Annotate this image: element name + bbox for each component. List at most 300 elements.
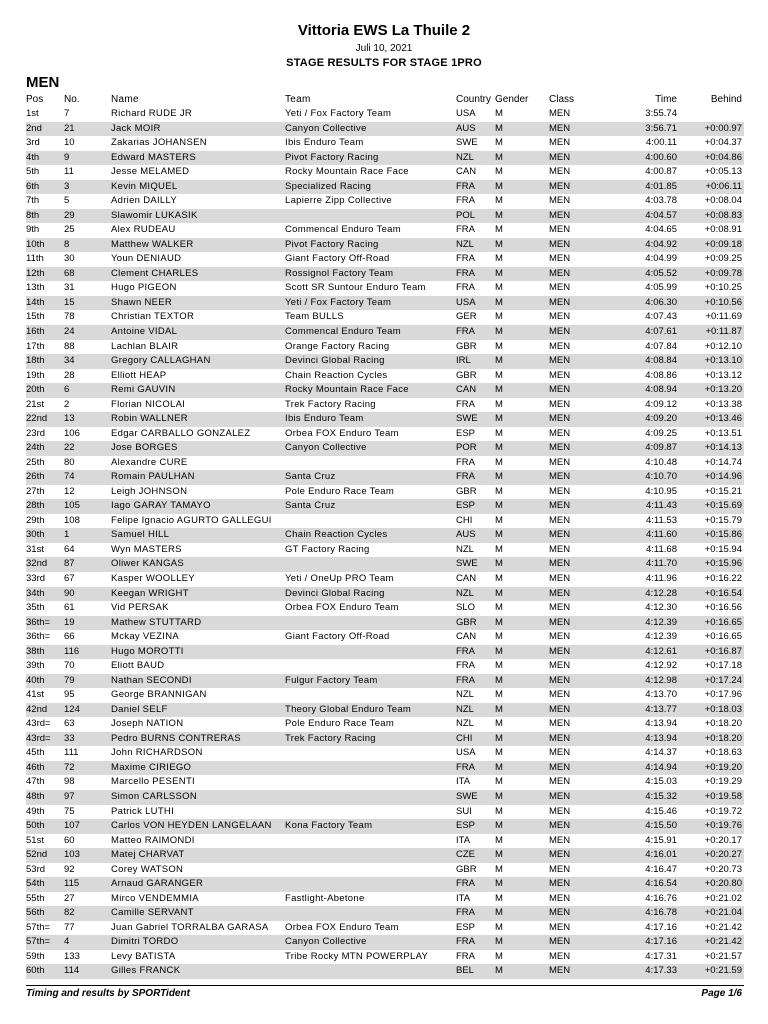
cell-time: 4:09.25 xyxy=(645,427,677,439)
cell-pos: 43rd= xyxy=(26,732,51,744)
cell-country: NZL xyxy=(456,689,474,701)
cell-gender: M xyxy=(495,137,503,149)
cell-gender: M xyxy=(495,790,503,802)
cell-time: 4:11.43 xyxy=(646,500,677,512)
cell-name: Carlos VON HEYDEN LANGELAAN xyxy=(111,820,272,832)
cell-pos: 12th xyxy=(26,267,45,279)
cell-behind: +0:14.13 xyxy=(704,442,742,454)
table-row xyxy=(26,427,744,442)
cell-no: 70 xyxy=(64,660,75,672)
cell-name: Jose BORGES xyxy=(111,442,178,454)
cell-name: Christian TEXTOR xyxy=(111,311,195,323)
cell-country: ITA xyxy=(456,776,471,788)
cell-no: 13 xyxy=(64,413,75,425)
cell-time: 4:12.30 xyxy=(645,602,677,614)
cell-behind: +0:13.51 xyxy=(704,427,742,439)
cell-time: 4:15.46 xyxy=(645,805,677,817)
cell-gender: M xyxy=(495,936,503,948)
column-header-class: Class xyxy=(549,94,575,105)
table-row xyxy=(26,732,744,747)
cell-time: 4:14.37 xyxy=(645,747,677,759)
cell-team: Team BULLS xyxy=(285,311,344,323)
table-header xyxy=(26,93,744,106)
cell-name: Hugo MOROTTI xyxy=(111,645,184,657)
table-row xyxy=(26,456,744,471)
footer-divider xyxy=(26,985,744,986)
cell-class: MEN xyxy=(549,573,571,584)
cell-pos: 32nd xyxy=(26,558,48,570)
cell-team: Devinci Global Racing xyxy=(285,355,385,367)
cell-country: ESP xyxy=(456,921,476,933)
cell-pos: 51st xyxy=(26,834,44,846)
table-row xyxy=(26,601,744,616)
cell-pos: 50th xyxy=(26,820,45,832)
cell-behind: +0:21.59 xyxy=(704,965,742,977)
cell-time: 4:07.43 xyxy=(645,311,677,323)
cell-name: Matthew WALKER xyxy=(111,238,194,250)
cell-name: Iago GARAY TAMAYO xyxy=(111,500,211,512)
cell-class: MEN xyxy=(549,151,571,163)
cell-time: 4:08.94 xyxy=(645,384,677,396)
cell-name: Mathew STUTTARD xyxy=(111,616,202,628)
cell-time: 4:13.77 xyxy=(645,703,677,715)
cell-team: Trek Factory Racing xyxy=(285,732,376,744)
table-row xyxy=(26,485,744,500)
cell-class: MEN xyxy=(549,761,571,773)
cell-gender: M xyxy=(495,703,503,715)
cell-time: 4:05.99 xyxy=(645,282,677,294)
cell-name: Gilles FRANCK xyxy=(111,965,181,977)
cell-team: Santa Cruz xyxy=(285,500,336,512)
cell-gender: M xyxy=(495,180,503,192)
cell-class: MEN xyxy=(549,311,571,323)
cell-team: Scott SR Suntour Enduro Team xyxy=(285,282,426,294)
cell-behind: +0:18.20 xyxy=(704,732,742,744)
column-header-no: No. xyxy=(64,94,80,105)
cell-class: MEN xyxy=(549,122,571,134)
cell-pos: 52nd xyxy=(26,849,48,861)
cell-behind: +0:19.29 xyxy=(704,776,742,788)
cell-name: Corey WATSON xyxy=(111,863,184,875)
cell-country: SWE xyxy=(456,137,478,149)
cell-no: 15 xyxy=(64,296,75,308)
cell-behind: +0:16.22 xyxy=(704,573,742,584)
cell-class: MEN xyxy=(549,674,571,686)
cell-time: 4:01.85 xyxy=(645,180,677,192)
cell-gender: M xyxy=(495,238,503,250)
cell-gender: M xyxy=(495,224,503,236)
cell-gender: M xyxy=(495,820,503,832)
table-row xyxy=(26,194,744,209)
cell-no: 79 xyxy=(64,674,75,686)
cell-name: George BRANNIGAN xyxy=(111,689,207,701)
cell-no: 30 xyxy=(64,253,75,265)
cell-pos: 5th xyxy=(26,166,40,178)
cell-pos: 15th xyxy=(26,311,45,323)
table-row xyxy=(26,107,744,122)
cell-class: MEN xyxy=(549,703,571,715)
column-header-time: Time xyxy=(655,94,677,105)
cell-class: MEN xyxy=(549,965,571,977)
cell-pos: 55th xyxy=(26,892,45,904)
cell-pos: 34th xyxy=(26,587,45,599)
cell-behind: +0:21.02 xyxy=(704,892,742,904)
cell-class: MEN xyxy=(549,180,571,192)
table-row xyxy=(26,819,744,834)
cell-pos: 33rd xyxy=(26,573,46,584)
cell-time: 4:17.31 xyxy=(645,950,677,962)
cell-country: CAN xyxy=(456,166,477,178)
cell-class: MEN xyxy=(549,355,571,367)
cell-class: MEN xyxy=(549,442,571,454)
table-row xyxy=(26,209,744,224)
cell-gender: M xyxy=(495,849,503,861)
cell-team: GT Factory Racing xyxy=(285,543,370,555)
cell-name: Shawn NEER xyxy=(111,296,173,308)
table-row xyxy=(26,935,744,950)
cell-no: 64 xyxy=(64,543,75,555)
cell-country: ESP xyxy=(456,500,476,512)
cell-behind: +0:10.25 xyxy=(704,282,742,294)
cell-time: 4:10.95 xyxy=(645,485,677,497)
table-row xyxy=(26,122,744,137)
cell-no: 72 xyxy=(64,761,75,773)
cell-class: MEN xyxy=(549,398,571,410)
cell-gender: M xyxy=(495,456,503,468)
cell-no: 34 xyxy=(64,355,75,367)
cell-pos: 27th xyxy=(26,485,45,497)
section-heading: MEN xyxy=(26,74,60,91)
cell-country: GBR xyxy=(456,340,477,352)
cell-time: 4:00.87 xyxy=(645,166,677,178)
cell-no: 82 xyxy=(64,907,75,919)
cell-name: Clement CHARLES xyxy=(111,267,199,279)
cell-country: CAN xyxy=(456,631,477,643)
cell-country: USA xyxy=(456,747,476,759)
cell-name: Samuel HILL xyxy=(111,529,170,541)
cell-no: 90 xyxy=(64,587,75,599)
cell-time: 4:04.99 xyxy=(645,253,677,265)
cell-pos: 8th xyxy=(26,209,40,221)
cell-name: Matteo RAIMONDI xyxy=(111,834,195,846)
cell-team: Orbea FOX Enduro Team xyxy=(285,602,399,614)
cell-no: 6 xyxy=(64,384,70,396)
cell-no: 107 xyxy=(64,820,80,832)
cell-no: 105 xyxy=(64,500,80,512)
cell-pos: 36th= xyxy=(26,616,51,628)
table-row xyxy=(26,165,744,180)
cell-country: AUS xyxy=(456,122,476,134)
cell-team: Ibis Enduro Team xyxy=(285,413,364,425)
cell-class: MEN xyxy=(549,166,571,178)
cell-behind: +0:15.96 xyxy=(704,558,742,570)
cell-gender: M xyxy=(495,602,503,614)
cell-behind: +0:15.69 xyxy=(704,500,742,512)
cell-name: Jesse MELAMED xyxy=(111,166,190,178)
cell-gender: M xyxy=(495,878,503,890)
cell-behind: +0:20.27 xyxy=(704,849,742,861)
cell-pos: 39th xyxy=(26,660,45,672)
cell-time: 4:12.39 xyxy=(645,631,677,643)
table-row xyxy=(26,543,744,558)
cell-behind: +0:09.25 xyxy=(704,253,742,265)
cell-behind: +0:18.20 xyxy=(704,718,742,730)
cell-team: Pole Enduro Race Team xyxy=(285,485,395,497)
cell-name: Gregory CALLAGHAN xyxy=(111,355,211,367)
column-header-country: Country xyxy=(456,94,492,105)
cell-name: Florian NICOLAI xyxy=(111,398,186,410)
cell-class: MEN xyxy=(549,543,571,555)
cell-no: 111 xyxy=(64,747,79,759)
column-header-gender: Gender xyxy=(495,94,529,105)
cell-gender: M xyxy=(495,413,503,425)
cell-pos: 59th xyxy=(26,950,45,962)
cell-gender: M xyxy=(495,834,503,846)
cell-no: 31 xyxy=(64,282,75,294)
cell-class: MEN xyxy=(549,296,571,308)
cell-behind: +0:21.04 xyxy=(704,907,742,919)
cell-team: Yeti / OneUp PRO Team xyxy=(285,573,394,584)
cell-no: 124 xyxy=(64,703,80,715)
table-row xyxy=(26,703,744,718)
cell-time: 4:00.60 xyxy=(645,151,677,163)
cell-team: Santa Cruz xyxy=(285,471,336,483)
cell-team: Chain Reaction Cycles xyxy=(285,369,388,381)
cell-name: Mckay VEZINA xyxy=(111,631,179,643)
cell-behind: +0:04.86 xyxy=(704,151,742,163)
cell-name: Youn DENIAUD xyxy=(111,253,182,265)
document-subtitle: STAGE RESULTS FOR STAGE 1PRO xyxy=(286,57,482,69)
cell-behind: +0:21.57 xyxy=(704,950,742,962)
cell-pos: 54th xyxy=(26,878,45,890)
cell-gender: M xyxy=(495,718,503,730)
cell-no: 28 xyxy=(64,369,75,381)
cell-behind: +0:21.42 xyxy=(704,921,742,933)
cell-team: Rossignol Factory Team xyxy=(285,267,394,279)
cell-class: MEN xyxy=(549,645,571,657)
cell-time: 4:17.16 xyxy=(645,921,677,933)
cell-country: FRA xyxy=(456,471,475,483)
cell-class: MEN xyxy=(549,849,571,861)
cell-country: SLO xyxy=(456,602,476,614)
cell-name: Antoine VIDAL xyxy=(111,325,178,337)
cell-behind: +0:13.46 xyxy=(704,413,742,425)
table-row xyxy=(26,252,744,267)
cell-time: 4:09.20 xyxy=(645,413,677,425)
cell-pos: 31st xyxy=(26,543,44,555)
cell-team: Giant Factory Off-Road xyxy=(285,631,390,643)
cell-time: 4:16.76 xyxy=(645,892,677,904)
cell-behind: +0:19.72 xyxy=(704,805,742,817)
cell-time: 4:13.70 xyxy=(645,689,677,701)
cell-pos: 43rd= xyxy=(26,718,51,730)
cell-no: 9 xyxy=(64,151,70,163)
cell-name: Leigh JOHNSON xyxy=(111,485,188,497)
cell-time: 4:11.96 xyxy=(646,573,677,584)
table-row xyxy=(26,659,744,674)
cell-pos: 60th xyxy=(26,965,45,977)
cell-pos: 14th xyxy=(26,296,45,308)
cell-class: MEN xyxy=(549,267,571,279)
cell-country: FRA xyxy=(456,325,475,337)
cell-behind: +0:15.21 xyxy=(704,485,742,497)
cell-name: Slawomir LUKASIK xyxy=(111,209,198,221)
cell-behind: +0:19.58 xyxy=(704,790,742,802)
cell-country: ESP xyxy=(456,427,476,439)
table-row xyxy=(26,412,744,427)
cell-behind: +0:16.65 xyxy=(704,631,742,643)
cell-time: 4:11.53 xyxy=(646,514,677,526)
cell-gender: M xyxy=(495,514,503,526)
cell-name: Alexandre CURE xyxy=(111,456,188,468)
cell-class: MEN xyxy=(549,689,571,701)
cell-time: 4:12.28 xyxy=(645,587,677,599)
cell-gender: M xyxy=(495,761,503,773)
cell-gender: M xyxy=(495,631,503,643)
cell-name: Elliott HEAP xyxy=(111,369,167,381)
cell-name: Mirco VENDEMMIA xyxy=(111,892,199,904)
cell-name: Eliott BAUD xyxy=(111,660,165,672)
cell-time: 4:11.70 xyxy=(646,558,677,570)
cell-class: MEN xyxy=(549,108,571,119)
cell-class: MEN xyxy=(549,253,571,265)
cell-gender: M xyxy=(495,166,503,178)
cell-time: 4:07.61 xyxy=(645,325,677,337)
cell-pos: 29th xyxy=(26,514,45,526)
cell-country: NZL xyxy=(456,151,474,163)
cell-behind: +0:09.78 xyxy=(704,267,742,279)
cell-country: FRA xyxy=(456,936,475,948)
cell-team: Tribe Rocky MTN POWERPLAY xyxy=(285,950,429,962)
cell-class: MEN xyxy=(549,413,571,425)
cell-team: Commencal Enduro Team xyxy=(285,325,401,337)
cell-no: 133 xyxy=(64,950,80,962)
cell-gender: M xyxy=(495,311,503,323)
table-row xyxy=(26,775,744,790)
table-row xyxy=(26,761,744,776)
cell-team: Fulgur Factory Team xyxy=(285,674,378,686)
cell-name: Camille SERVANT xyxy=(111,907,194,919)
cell-no: 29 xyxy=(64,209,75,221)
cell-time: 4:17.16 xyxy=(645,936,677,948)
table-row xyxy=(26,906,744,921)
cell-behind: +0:20.17 xyxy=(704,834,742,846)
cell-gender: M xyxy=(495,485,503,497)
cell-gender: M xyxy=(495,660,503,672)
table-row xyxy=(26,514,744,529)
cell-no: 10 xyxy=(64,137,75,149)
cell-no: 61 xyxy=(64,602,75,614)
table-row xyxy=(26,557,744,572)
cell-no: 87 xyxy=(64,558,75,570)
cell-name: Robin WALLNER xyxy=(111,413,188,425)
cell-pos: 40th xyxy=(26,674,45,686)
cell-no: 88 xyxy=(64,340,75,352)
cell-gender: M xyxy=(495,209,503,221)
cell-name: Patrick LUTHI xyxy=(111,805,175,817)
cell-no: 66 xyxy=(64,631,75,643)
cell-behind: +0:20.73 xyxy=(704,863,742,875)
table-row xyxy=(26,950,744,965)
cell-behind: +0:04.37 xyxy=(704,137,742,149)
cell-time: 4:12.92 xyxy=(645,660,677,672)
table-row xyxy=(26,863,744,878)
cell-class: MEN xyxy=(549,514,571,526)
cell-class: MEN xyxy=(549,907,571,919)
document-title: Vittoria EWS La Thuile 2 xyxy=(297,22,471,39)
cell-country: FRA xyxy=(456,456,475,468)
cell-name: Edward MASTERS xyxy=(111,151,196,163)
table-row xyxy=(26,587,744,602)
cell-pos: 17th xyxy=(26,340,45,352)
cell-team: Canyon Collective xyxy=(285,442,367,454)
cell-team: Chain Reaction Cycles xyxy=(285,529,388,541)
cell-no: 7 xyxy=(64,108,70,119)
cell-name: Adrien DAILLY xyxy=(111,195,178,207)
cell-pos: 4th xyxy=(26,151,40,163)
cell-behind: +0:16.87 xyxy=(704,645,742,657)
cell-behind: +0:17.18 xyxy=(704,660,742,672)
table-row xyxy=(26,528,744,543)
cell-gender: M xyxy=(495,921,503,933)
cell-class: MEN xyxy=(549,863,571,875)
cell-country: NZL xyxy=(456,587,474,599)
cell-time: 4:13.94 xyxy=(645,732,677,744)
cell-behind: +0:11.87 xyxy=(705,325,742,337)
cell-gender: M xyxy=(495,558,503,570)
cell-gender: M xyxy=(495,674,503,686)
table-row xyxy=(26,180,744,195)
cell-name: Hugo PIGEON xyxy=(111,282,177,294)
cell-class: MEN xyxy=(549,471,571,483)
cell-gender: M xyxy=(495,384,503,396)
cell-country: FRA xyxy=(456,645,475,657)
table-row xyxy=(26,674,744,689)
cell-name: Keegan WRIGHT xyxy=(111,587,189,599)
cell-team: Pivot Factory Racing xyxy=(285,238,379,250)
cell-country: ESP xyxy=(456,820,476,832)
cell-pos: 41st xyxy=(26,689,44,701)
cell-no: 106 xyxy=(64,427,80,439)
cell-country: FRA xyxy=(456,253,475,265)
cell-gender: M xyxy=(495,355,503,367)
cell-no: 1 xyxy=(64,529,70,541)
cell-country: GBR xyxy=(456,616,477,628)
cell-time: 4:12.61 xyxy=(645,645,677,657)
cell-behind: +0:13.10 xyxy=(704,355,742,367)
cell-behind: +0:08.91 xyxy=(704,224,742,236)
cell-team: Commencal Enduro Team xyxy=(285,224,401,236)
cell-no: 67 xyxy=(64,573,75,584)
cell-class: MEN xyxy=(549,950,571,962)
cell-name: Matej CHARVAT xyxy=(111,849,185,861)
cell-behind: +0:19.20 xyxy=(704,761,742,773)
cell-gender: M xyxy=(495,805,503,817)
cell-time: 3:56.71 xyxy=(645,122,677,134)
cell-gender: M xyxy=(495,892,503,904)
cell-gender: M xyxy=(495,195,503,207)
cell-time: 4:04.57 xyxy=(645,209,677,221)
cell-pos: 7th xyxy=(26,195,40,207)
cell-class: MEN xyxy=(549,834,571,846)
cell-team: Rocky Mountain Race Face xyxy=(285,166,409,178)
cell-time: 4:16.47 xyxy=(645,863,677,875)
cell-pos: 22nd xyxy=(26,413,48,425)
cell-pos: 38th xyxy=(26,645,45,657)
cell-country: GBR xyxy=(456,485,477,497)
cell-name: Kevin MIQUEL xyxy=(111,180,178,192)
cell-team: Yeti / Fox Factory Team xyxy=(285,108,392,119)
